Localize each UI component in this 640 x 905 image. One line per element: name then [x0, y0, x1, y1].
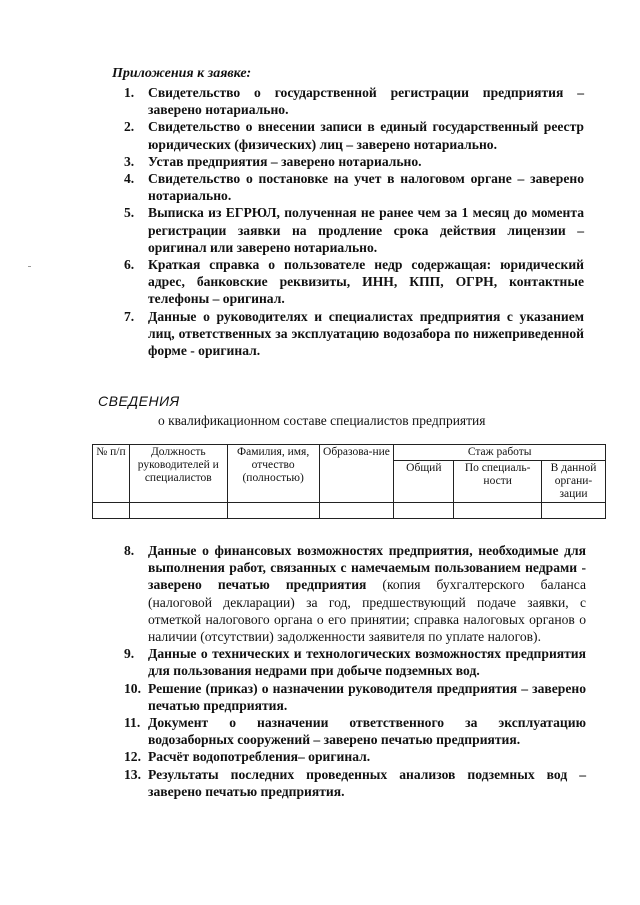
- staff-qualification-table: [92, 444, 606, 519]
- item-number: 13.: [124, 766, 141, 782]
- list-item: [124, 645, 586, 679]
- item-number: 9.: [124, 646, 135, 662]
- svedenia-title: СВЕДЕНИЯ: [98, 393, 180, 409]
- list-item: [124, 714, 586, 748]
- item-number: 6.: [124, 257, 135, 273]
- list-item: [124, 766, 586, 800]
- item-text: Расчёт водопотребления– оригинал.: [148, 749, 371, 765]
- attachments-heading: Приложения к заявке:: [112, 66, 252, 81]
- item-text: Результаты последних проведенных анализов подземных вод – заверено печатью предприятия.: [148, 766, 586, 799]
- list-item: [124, 308, 584, 360]
- list-item: [124, 680, 586, 714]
- header-total-experience: Общий: [394, 461, 454, 503]
- scan-mark: [28, 266, 31, 267]
- item-text: Документ о назначении ответственного за эксплуатацию водозаборных сооружений – заверено печатью предприятия.: [148, 715, 586, 748]
- item-text: Данные о финансовых возможностях предприятия, необходимые для выполнения работ, связанных с намечаемым пользованием недрами - заверено печатью предприятия: [148, 543, 586, 593]
- item-number: 8.: [124, 543, 135, 558]
- item-text: Данные о руководителях и специалистах предприятия с указанием лиц, ответственных за эксплуатацию водозабора по нижеприведенной форме - оригинал.: [148, 308, 584, 359]
- header-full-name: Фамилия, имя, отчество (полностью): [227, 445, 319, 503]
- item-number: 4.: [124, 171, 135, 187]
- item-text: Решение (приказ) о назначении руководителя предприятия – заверено печатью предприятия.: [148, 680, 586, 713]
- list-item: [124, 256, 584, 308]
- item-number: 11.: [124, 715, 141, 731]
- item-text: Свидетельство о постановке на учет в налоговом органе – заверено нотариально.: [148, 171, 584, 204]
- header-education: Образова-ние: [319, 445, 394, 503]
- item-number: 2.: [124, 119, 135, 135]
- header-num: № п/п: [93, 445, 130, 503]
- item-number: 3.: [124, 153, 135, 169]
- item-note: (копия бухгалтерского баланса (налоговой декларации) за год, предшествующий подаче заявки, с отметкой налогового органа о его принятии; справка налоговых органов о наличии (отсутствии) задолженности заявителя по уплате налогов).: [148, 577, 586, 645]
- item-number: 7.: [124, 308, 135, 324]
- list-item: [124, 170, 584, 204]
- header-org-experience: В данной органи-зации: [542, 461, 606, 503]
- item-number: 12.: [124, 749, 141, 765]
- list-item: [124, 153, 584, 170]
- item-number: 5.: [124, 205, 135, 221]
- list-item: [124, 542, 586, 645]
- item-number: 1.: [124, 85, 135, 100]
- table-row: [93, 503, 606, 519]
- list-item: [124, 84, 584, 118]
- item-number: 10.: [124, 680, 141, 696]
- svedenia-subtitle: о квалификационном составе специалистов предприятия: [158, 413, 486, 428]
- header-specialty-experience: По специаль-ности: [454, 461, 542, 503]
- header-experience: Стаж работы: [394, 445, 606, 461]
- list-item: [124, 748, 586, 765]
- list-item: [124, 118, 584, 152]
- attachments-list-part2: [124, 542, 586, 800]
- item-text: Краткая справка о пользователе недр содержащая: юридический адрес, банковские реквизиты, ИНН, КПП, ОГРН, контактные телефоны – оригинал.: [148, 257, 584, 307]
- item-text: Свидетельство о внесении записи в единый государственный реестр юридических (физических) лиц – заверено нотариально.: [148, 119, 584, 152]
- header-position: Должность руководителей и специалистов: [129, 445, 227, 503]
- item-text: Данные о технических и технологических возможностях предприятия для пользования недрами при добыче подземных вод.: [148, 646, 586, 679]
- item-text: Свидетельство о государственной регистрации предприятия – заверено нотариально.: [148, 85, 584, 118]
- list-item: [124, 204, 584, 256]
- item-text: Устав предприятия – заверено нотариально.: [148, 153, 422, 169]
- attachments-list-part1: [124, 84, 584, 359]
- item-text: Выписка из ЕГРЮЛ, полученная не ранее чем за 1 месяц до момента регистрации заявки на продление срока действия лицензии – оригинал или заверено нотариально.: [148, 205, 584, 255]
